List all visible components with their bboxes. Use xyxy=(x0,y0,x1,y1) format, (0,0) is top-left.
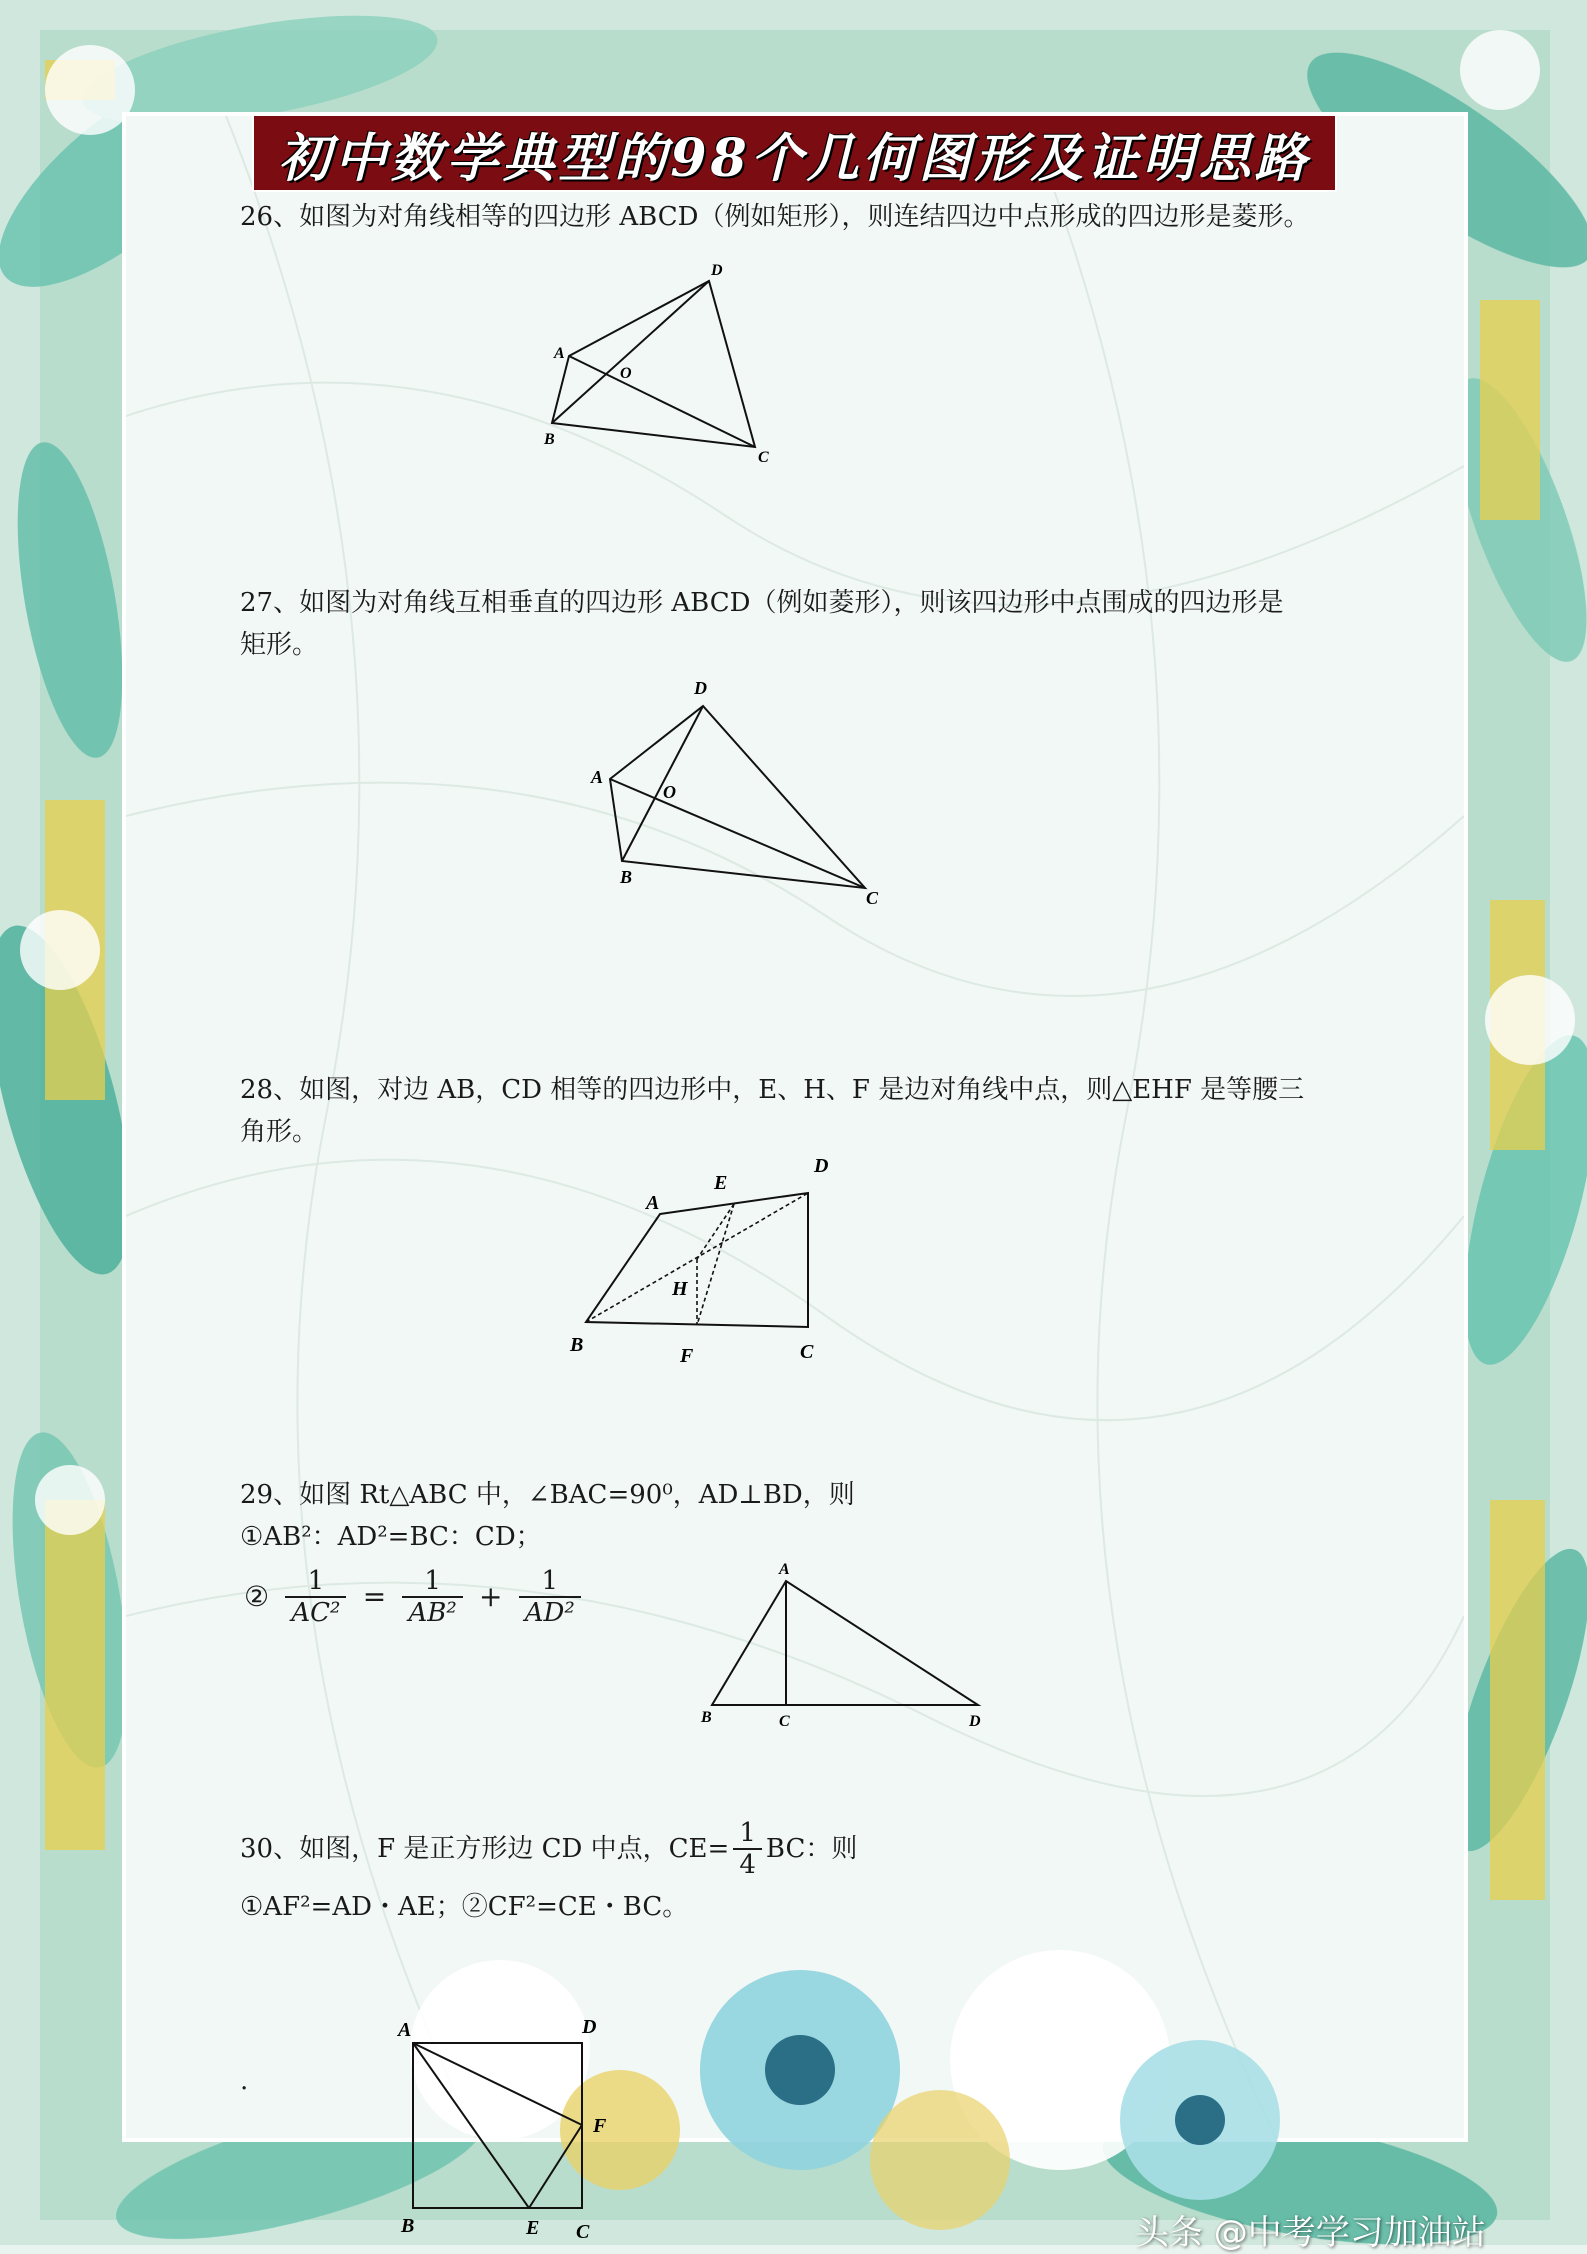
watermark: 头条 @中考学习加油站 xyxy=(1135,2213,1486,2253)
fraction-1-over-4: $\frac{1}{4}$ xyxy=(733,1818,762,1880)
label-o: O xyxy=(620,365,632,382)
item-28-line2: 角形。 xyxy=(240,1117,319,1147)
label-a: A xyxy=(779,1561,790,1578)
label-d: D xyxy=(711,262,723,279)
item-27-text xyxy=(240,582,1360,666)
label-c: C xyxy=(758,449,769,466)
plus-sign: + xyxy=(479,1580,503,1613)
item-30-line1 xyxy=(240,1818,1360,1880)
label-e: E xyxy=(526,2217,540,2239)
item-26-text: 26、如图为对角线相等的四边形 ABCD（例如矩形），则连结四边中点形成的四边形是菱形。 xyxy=(240,202,1310,232)
label-b: B xyxy=(620,867,633,887)
figure-28-quadrilateral xyxy=(560,1148,860,1373)
fraction-1-over-ad2: $\frac{1}{\text{AD²}}$ xyxy=(519,1566,581,1628)
item-28-text xyxy=(240,1069,1360,1153)
label-h: H xyxy=(672,1278,688,1300)
label-c: C xyxy=(779,1713,790,1730)
page-title: 初中数学典型的98个几何图形及证明思路 xyxy=(278,127,1311,189)
item-30-line1-end: BC：则 xyxy=(765,1834,858,1864)
figure-27-quadrilateral xyxy=(580,672,900,912)
item-27-line1: 27、如图为对角线互相垂直的四边形 ABCD（例如菱形），则该四边形中点围成的四边形是 xyxy=(240,588,1284,618)
item-30-line1-start: 30、如图，F 是正方形边 CD 中点，CE= xyxy=(240,1834,730,1864)
label-b: B xyxy=(401,2215,415,2237)
label-c: C xyxy=(866,888,879,908)
item-30-line2: ①AF²=AD・AE；②CF²=CE・BC。 xyxy=(240,1892,689,1922)
figure-26-quadrilateral xyxy=(540,255,800,470)
label-b: B xyxy=(701,1709,712,1726)
label-f: F xyxy=(680,1345,694,1367)
label-d: D xyxy=(969,1713,981,1730)
item-30-text xyxy=(240,1818,1360,1928)
equals-sign: = xyxy=(362,1580,387,1613)
label-a: A xyxy=(646,1192,660,1214)
label-b: B xyxy=(570,1334,584,1356)
label-o: O xyxy=(663,782,676,802)
label-d: D xyxy=(814,1155,829,1177)
fraction-1-over-ac2: $\frac{1}{\text{AC²}}$ xyxy=(285,1566,346,1628)
circled-two: ② xyxy=(244,1580,270,1613)
label-b: B xyxy=(544,431,555,448)
label-c: C xyxy=(576,2221,590,2243)
label-d: D xyxy=(694,678,707,698)
stray-dot: . xyxy=(240,2066,249,2096)
figure-30-square xyxy=(390,2005,620,2245)
label-a: A xyxy=(591,767,604,787)
fraction-1-over-ab2: $\frac{1}{\text{AB²}}$ xyxy=(402,1566,462,1628)
label-d: D xyxy=(582,2016,597,2038)
item-29-line1: 29、如图 Rt△ABC 中，∠BAC=90⁰，AD⊥BD，则 xyxy=(240,1480,855,1510)
label-a: A xyxy=(398,2019,412,2041)
item-27-line2: 矩形。 xyxy=(240,630,319,660)
item-29-line2: ①AB²：AD²=BC：CD； xyxy=(240,1522,542,1552)
page-title-banner xyxy=(252,114,1337,192)
label-e: E xyxy=(714,1172,728,1194)
label-f: F xyxy=(593,2115,607,2137)
item-28-line1: 28、如图，对边 AB，CD 相等的四边形中，E、H、F 是边对角线中点，则△EHF 是等腰三 xyxy=(240,1075,1305,1105)
figure-29-right-triangle xyxy=(695,1550,1000,1740)
label-a: A xyxy=(554,345,565,362)
label-c: C xyxy=(800,1341,814,1363)
